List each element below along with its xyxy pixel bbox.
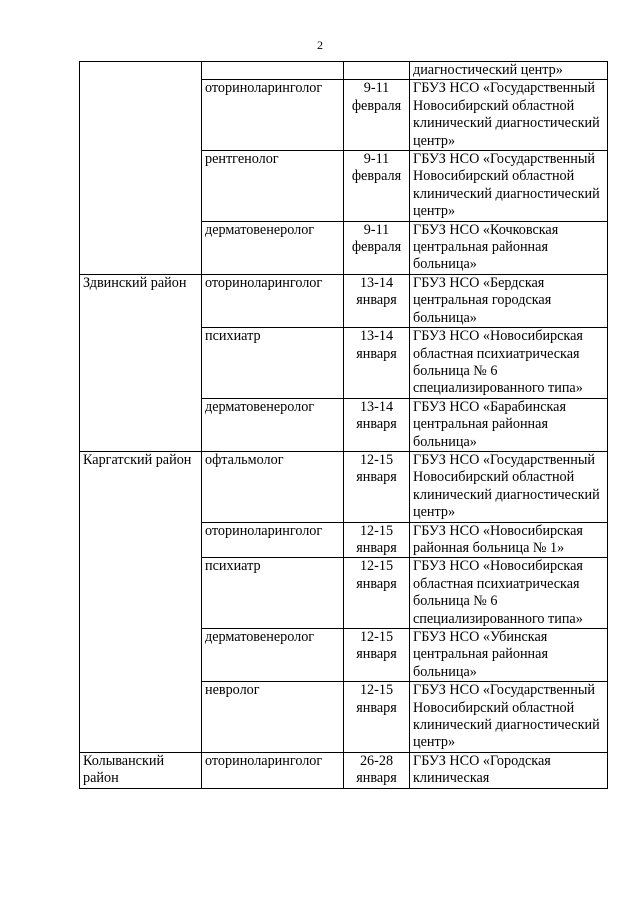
date-cell: 12-15 января [344, 682, 410, 753]
table-row [80, 451, 608, 522]
institution-cell: ГБУЗ НСО «Государственный Новосибирский областной клинический диагностический центр» [410, 682, 608, 753]
table-row [80, 752, 608, 788]
date-cell: 12-15 января [344, 522, 410, 558]
specialty-cell: рентгенолог [202, 151, 344, 222]
date-cell: 9-11 февраля [344, 80, 410, 151]
specialty-cell: оториноларинголог [202, 522, 344, 558]
district-cell: Каргатский район [80, 451, 202, 752]
institution-cell: ГБУЗ НСО «Государственный Новосибирский областной клинический диагностический центр» [410, 151, 608, 222]
date-cell: 12-15 января [344, 451, 410, 522]
institution-cell: ГБУЗ НСО «Государственный Новосибирский областной клинический диагностический центр» [410, 80, 608, 151]
specialty-cell: оториноларинголог [202, 274, 344, 327]
date-cell: 13-14 января [344, 274, 410, 327]
specialty-cell: дерматовенеролог [202, 221, 344, 274]
specialty-cell: офтальмолог [202, 451, 344, 522]
institution-cell: ГБУЗ НСО «Городская клиническая [410, 752, 608, 788]
date-cell: 9-11 февраля [344, 221, 410, 274]
specialty-cell: оториноларинголог [202, 752, 344, 788]
date-cell: 12-15 января [344, 558, 410, 629]
page-number: 2 [317, 38, 323, 52]
institution-cell: ГБУЗ НСО «Новосибирская областная психиатрическая больница № 6 специализированного типа» [410, 558, 608, 629]
district-cell: Здвинский район [80, 274, 202, 451]
table-row [80, 274, 608, 327]
specialty-cell: психиатр [202, 328, 344, 399]
specialty-cell: оториноларинголог [202, 80, 344, 151]
institution-cell: ГБУЗ НСО «Новосибирская районная больница № 1» [410, 522, 608, 558]
schedule-table [79, 61, 608, 789]
table-row [80, 62, 608, 80]
district-cell [80, 62, 202, 275]
specialty-cell: невролог [202, 682, 344, 753]
date-cell: 26-28 января [344, 752, 410, 788]
specialty-cell: дерматовенеролог [202, 398, 344, 451]
institution-cell: ГБУЗ НСО «Бердская центральная городская больница» [410, 274, 608, 327]
specialty-cell [202, 62, 344, 80]
institution-cell: ГБУЗ НСО «Государственный Новосибирский областной клинический диагностический центр» [410, 451, 608, 522]
institution-cell: ГБУЗ НСО «Убинская центральная районная больница» [410, 629, 608, 682]
specialty-cell: психиатр [202, 558, 344, 629]
institution-cell: ГБУЗ НСО «Кочковская центральная районная больница» [410, 221, 608, 274]
date-cell: 13-14 января [344, 398, 410, 451]
institution-cell: ГБУЗ НСО «Новосибирская областная психиатрическая больница № 6 специализированного типа» [410, 328, 608, 399]
date-cell [344, 62, 410, 80]
institution-cell: диагностический центр» [410, 62, 608, 80]
district-cell: Колыванский район [80, 752, 202, 788]
specialty-cell: дерматовенеролог [202, 629, 344, 682]
date-cell: 9-11 февраля [344, 151, 410, 222]
date-cell: 12-15 января [344, 629, 410, 682]
date-cell: 13-14 января [344, 328, 410, 399]
institution-cell: ГБУЗ НСО «Барабинская центральная районная больница» [410, 398, 608, 451]
